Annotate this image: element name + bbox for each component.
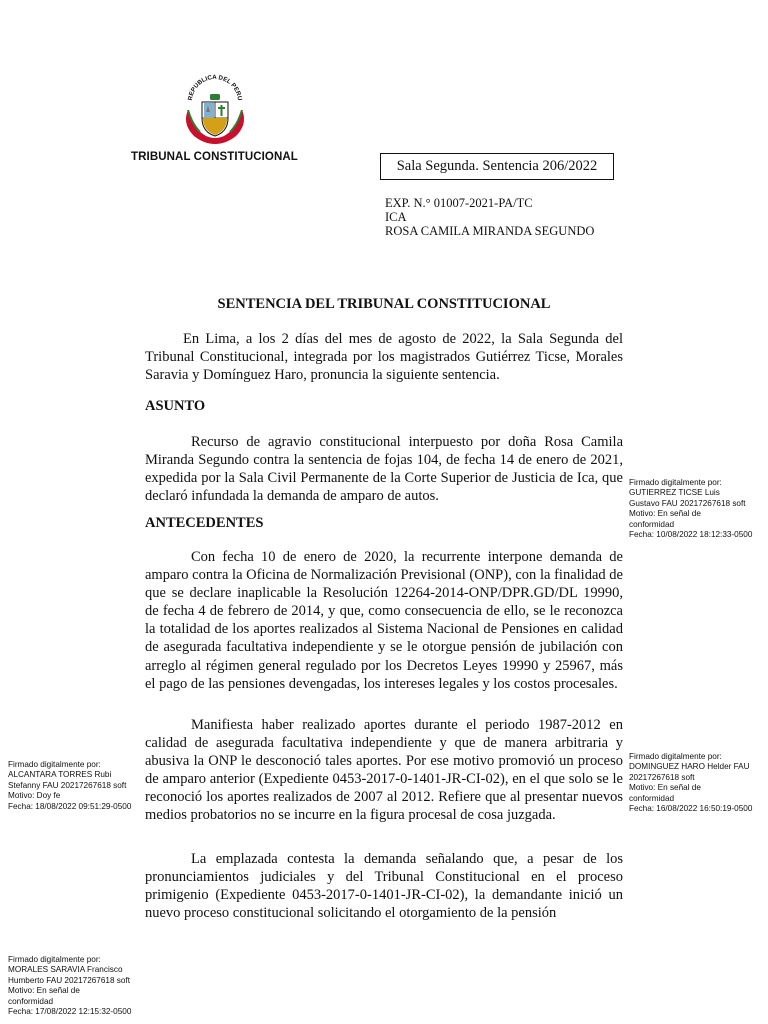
asunto-paragraph: Recurso de agravio constitucional interpuesto por doña Rosa Camila Miranda Segundo contra la sentencia de fojas 104, de fecha 14 de enero de 2021, expedida por la Sala Civil Permanente de la Corte Superior de Justicia de Ica, que declaró infundada la demanda de amparo de autos. [145,434,623,505]
sig-line: conformidad [629,519,675,529]
document-title: SENTENCIA DEL TRIBUNAL CONSTITUCIONAL [217,296,551,312]
sig-line: Gustavo FAU 20217267618 soft [629,498,746,508]
sig-line: Fecha: 18/08/2022 09:51:29-0500 [8,801,132,811]
sig-line: Firmado digitalmente por: [629,752,722,761]
sig-line: Firmado digitalmente por: [8,760,101,769]
sig-line: 20217267618 soft [629,772,695,782]
coat-of-arms-icon [180,68,250,148]
intro-paragraph: En Lima, a los 2 días del mes de agosto de 2022, la Sala Segunda del Tribunal Constitucional, integrada por los magistrados Gutiérrez Ticse, Morales Saravia y Domínguez Haro, pronuncia la siguiente sentencia. [145,331,623,384]
sig-line: conformidad [629,793,675,803]
signature-gutierrez [629,478,752,540]
signature-dominguez [629,752,752,814]
sig-line: ALCANTARA TORRES Rubi [8,770,112,780]
sig-line: Stefanny FAU 20217267618 soft [8,780,127,790]
case-number-box: Sala Segunda. Sentencia 206/2022 [380,153,614,180]
sig-line: Humberto FAU 20217267618 soft [8,975,130,985]
sig-line: DOMINGUEZ HARO Helder FAU [629,762,750,772]
sig-line: Motivo: En señal de [8,986,80,996]
antecedentes-paragraph-3: La emplazada contesta la demanda señalando que, a pesar de los pronunciamientos judiciales y del Tribunal Constitucional en el proceso primigenio (Expediente 0453-2017-0-1401-JR-CI-02), la demandante inició un nuevo proceso constitucional solicitando el otorgamiento de la pensión [145,851,623,922]
sig-line: Motivo: Doy fe [8,791,61,801]
antecedentes-paragraph-2: Manifiesta haber realizado aportes durante el periodo 1987-2012 en calidad de asegurada facultativa independiente y que de manera arbitraria y abusiva la ONP le desconoció tales aportes. Por ese motivo promovió un proceso de amparo anterior (Expediente 0453-2017-0-1401-JR-CI-02), en el que solo se le reconoció los aportes realizados de 2007 al 2012. Refiere que al presentar nuevos medios probatorios no se incurre en la figura procesal de cosa juzgada. [145,717,623,824]
sig-line: Motivo: En señal de [629,783,701,793]
sig-line: Motivo: En señal de [629,509,701,519]
sig-line: Firmado digitalmente por: [629,478,722,487]
sig-line: Fecha: 16/08/2022 16:50:19-0500 [629,804,753,814]
signature-alcantara [8,760,131,812]
crest-text: REPUBLICA DEL PERU [186,73,244,101]
expedient-location: ICA [385,210,407,224]
antecedentes-paragraph-1: Con fecha 10 de enero de 2020, la recurrente interpone demanda de amparo contra la Oficina de Normalización Previsional (ONP), con la finalidad de que se declare inaplicable la Resolución 12264-2014-ONP/DPR.GD/DL 19990, de fecha 4 de febrero de 2014, y que, como consecuencia de ello, se le reconozca la totalidad de los aportes realizados al Sistema Nacional de Pensiones en calidad de asegurada facultativa independiente y se le otorgue pensión de jubilación con arreglo al régimen general regulado por los Decretos Leyes 19990 y 25967, más el pago de las pensiones devengadas, los intereses legales y los costos procesales. [145,549,623,692]
sig-line: Fecha: 10/08/2022 18:12:33-0500 [629,530,753,540]
sig-line: GUTIERREZ TICSE Luis [629,488,720,498]
expedient-block [385,196,594,238]
sig-line: MORALES SARAVIA Francisco [8,965,123,975]
sig-line: Firmado digitalmente por: [8,955,101,964]
sig-line: conformidad [8,996,54,1006]
expedient-number: EXP. N.° 01007-2021-PA/TC [385,196,533,210]
antecedentes-heading: ANTECEDENTES [145,515,264,531]
signature-morales [8,955,131,1017]
institution-name: TRIBUNAL CONSTITUCIONAL [131,151,298,163]
expedient-party: ROSA CAMILA MIRANDA SEGUNDO [385,224,595,238]
asunto-heading: ASUNTO [145,398,206,414]
sig-line: Fecha: 17/08/2022 12:15:32-0500 [8,1007,132,1017]
